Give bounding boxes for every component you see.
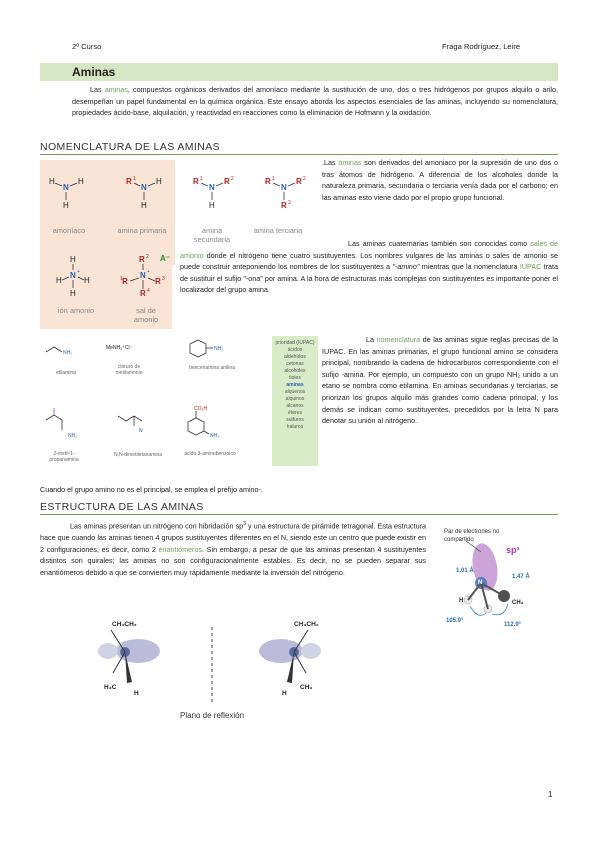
svg-text:1: 1	[120, 276, 123, 282]
anion-charge: A⁻	[160, 254, 170, 263]
methyl-right: CH₃	[300, 684, 313, 691]
methylpropanamine-skeleton	[46, 415, 62, 430]
ammonia-structure	[49, 177, 84, 210]
h-right: H	[282, 690, 287, 697]
priority-aminas: aminas	[286, 382, 304, 388]
svg-text:N: N	[141, 183, 147, 192]
svg-text:R: R	[224, 177, 230, 186]
aniline-ring	[190, 340, 206, 357]
svg-text:+: +	[77, 269, 80, 275]
svg-text:NH₂: NH₂	[63, 350, 73, 356]
ammonium-salt-structure	[120, 254, 165, 298]
benzoic-ring	[188, 418, 204, 435]
reflection-plane-caption: Plano de reflexión	[180, 711, 245, 720]
svg-text:H: H	[56, 276, 62, 285]
course-label: 2º Curso	[72, 42, 102, 51]
svg-text:3: 3	[162, 276, 165, 282]
methyl-label: CH₃	[512, 600, 524, 606]
n-atom-label: N	[478, 580, 483, 586]
svg-text:R: R	[155, 277, 161, 286]
svg-text:3: 3	[288, 200, 291, 206]
svg-text:NH₂: NH₂	[68, 433, 78, 439]
tertiary-amine-structure	[265, 176, 306, 210]
ammonium-ion-structure	[56, 255, 90, 298]
sp3-nitrogen-figure	[464, 541, 510, 615]
svg-text:1: 1	[133, 176, 136, 182]
ethyl-left: CH₃CH₂	[112, 621, 137, 628]
nomenclature-paragraph-4: Cuando el grupo amino no es el principal, se emplea el prefijo amino-.	[40, 485, 263, 494]
svg-text:H: H	[209, 201, 215, 210]
svg-text:N: N	[63, 183, 69, 192]
name-ethylamine: etilamina	[55, 370, 76, 376]
lone-pair-caption: Par de electrones no compartido	[444, 529, 500, 543]
svg-text:N: N	[281, 183, 287, 192]
svg-text:R: R	[281, 201, 287, 210]
svg-text:N: N	[139, 428, 143, 434]
svg-text:R: R	[139, 255, 145, 264]
svg-text:R: R	[265, 177, 271, 186]
name-methylammonium: cloruro de metilamonio	[115, 364, 143, 376]
angle-hnh: 105.9°	[446, 618, 464, 624]
name-aniline: bencenamina anilina	[189, 365, 235, 371]
svg-text:+: +	[147, 269, 150, 275]
svg-text:N: N	[118, 636, 123, 643]
svg-text:H: H	[141, 201, 147, 210]
svg-text:R: R	[296, 177, 302, 186]
nomenclature-paragraph-3: La nomenclatura de las aminas sigue reglas precisas de la IUPAC. En las aminas primarias, el grupo funcional amino se considera principal, nombrando la cadena de hidrocarburos correspondiente con el sufijo -amina. Por ejemplo, un compuesto con un grupo NH₂ unido a un etano se nombra como etilamina. En aminas secundarias y terciarias, se priorizan los grupos alquilo más grandes como cadena principal, y los demás se indican como sustituyentes, precedidos por la letra N para denotar su unión al nitrógeno.	[322, 335, 558, 426]
svg-text:R: R	[126, 177, 132, 186]
svg-text:NH₂: NH₂	[210, 433, 220, 439]
priority-box: prioridad (IUPAC) ácidos aldehídos cetonas alcoholes tioles aminas alquenos alquinos alcanos éteres sulfuros haluros	[272, 336, 318, 466]
svg-text:2: 2	[146, 254, 149, 260]
methyl-left: H₃C	[104, 684, 117, 691]
section-heading-nomenclatura: NOMENCLATURA DE LAS AMINAS	[40, 140, 558, 155]
svg-text:H: H	[78, 177, 84, 186]
svg-text:N: N	[288, 636, 293, 643]
svg-text:2: 2	[231, 176, 234, 182]
page-title: Aminas	[72, 65, 116, 79]
svg-text:4: 4	[147, 288, 150, 294]
secondary-amine-structure	[193, 176, 234, 210]
primary-amine-structure	[126, 176, 162, 210]
svg-text:NH₂: NH₂	[214, 346, 224, 352]
page-number: 1	[548, 790, 553, 799]
label-tertiary: amina terciaria	[253, 226, 303, 235]
structure-paragraph: Las aminas presentan un nitrógeno con hibridación $sp^3$ y una estructura de pirámide tetragonal. Esta estructura hace que cuando las aminas tienen 4 grupos sustituyentes diferentes en el N, siendo este un centro que puede existir en 2 configuraciones, es decir, como 2 enantiómeros. Sin embargo, a pesar de que las aminas presentan 4 sustituyentes distintos son quirales; las aminas no son configuracionalmente estables. Es decir, no se pueden separar sus enantiómeros debido a que se convierten muy rápidamente mediante la inversión del nitrógeno.	[40, 521, 426, 577]
svg-text:H: H	[63, 201, 69, 210]
svg-text:1: 1	[272, 176, 275, 182]
bond-length-nc: 1.47 Å	[512, 574, 530, 580]
svg-text:H: H	[84, 276, 90, 285]
svg-text:2: 2	[303, 176, 306, 182]
methylammonium-formula: MeNH₃⁺Cl⁻	[106, 345, 133, 351]
h-atom-label: H	[459, 598, 464, 604]
svg-text:H: H	[70, 289, 76, 298]
svg-text:N: N	[209, 183, 215, 192]
label-ammonium-ion: ión amonio	[57, 306, 95, 315]
svg-text:H: H	[49, 177, 55, 186]
svg-text:R: R	[122, 277, 128, 286]
svg-text:H: H	[156, 177, 162, 186]
svg-text:R: R	[193, 177, 199, 186]
dimethylethanamine-skeleton	[118, 416, 142, 421]
label-ammonia: amoníaco	[52, 226, 86, 235]
label-primary: amina primaria	[117, 226, 167, 235]
nomenclature-paragraph-2: Las aminas cuaternarias también son conocidas como sales de amonio donde el nitrógeno tiene cuatro sustituyentes. Los nombres vulgares de las aminas o sales de amonio se puede construir anteponiendo los nombres de los sustituyentes a "-amino" mientras que la nomenclatura IUPAC trata de sustituir el sufijo "-ona" por amina. A la hora de estructuras más complejas con sustituyentes es importante poner el localizador del grupo amina.	[180, 239, 558, 295]
name-dimethylethanamine: N,N-dimetiletanamina	[113, 452, 163, 458]
intro-paragraph: Las aminas, compuestos orgánicos derivados del amoníaco mediante la sustitución de uno, dos o tres hidrógenos por grupos alquilo o arilo, desempeñan un papel fundamental en la química orgánica. Este ensayo aborda los aspectos esenciales de las aminas, incluyendo su nomenclatura, propiedades ácido-base, alquilación, y reactividad en reacciones como la eliminación de Hofmann y la oxidación.	[72, 85, 558, 118]
svg-text:1: 1	[200, 176, 203, 182]
section-heading-estructura: ESTRUCTURA DE LAS AMINAS	[40, 500, 558, 515]
priority-heading: prioridad (IUPAC)	[275, 340, 315, 346]
svg-text:H: H	[70, 255, 76, 264]
label-secondary: amina secundaria	[193, 226, 231, 244]
svg-text:N: N	[70, 271, 76, 280]
label-ammonium-salt: sal de amonio	[133, 306, 159, 324]
bond-length-nh: 1.01 Å	[456, 568, 474, 574]
co2h-formula: CO₂H	[194, 406, 208, 412]
name-methylpropanamine: 2-metil-1-propanamina	[49, 451, 79, 463]
author-name: Fraga Rodríguez, Leire	[442, 42, 521, 51]
ethylamine-skeleton	[46, 347, 62, 352]
svg-text:R: R	[140, 289, 146, 298]
sp3-label: sp³	[506, 545, 520, 555]
name-aminobenzoic: ácido 3-aminobenzoico	[184, 451, 236, 457]
svg-text:N: N	[140, 271, 146, 280]
h-left: H	[134, 690, 139, 697]
ethyl-right: CH₃CH₂	[294, 621, 319, 628]
angle-hnc: 112.9°	[504, 622, 522, 628]
nomenclature-paragraph-1: .Las aminas son derivados del amoniaco por la supresión de uno dos o tras átomos de hidrógeno. A diferencia de los alcoholes donde la naturaleza primaria, secundaria o terciaria venía dada por el carbono; en las aminas esto viene dado por el propio grupo funcional.	[322, 158, 558, 202]
